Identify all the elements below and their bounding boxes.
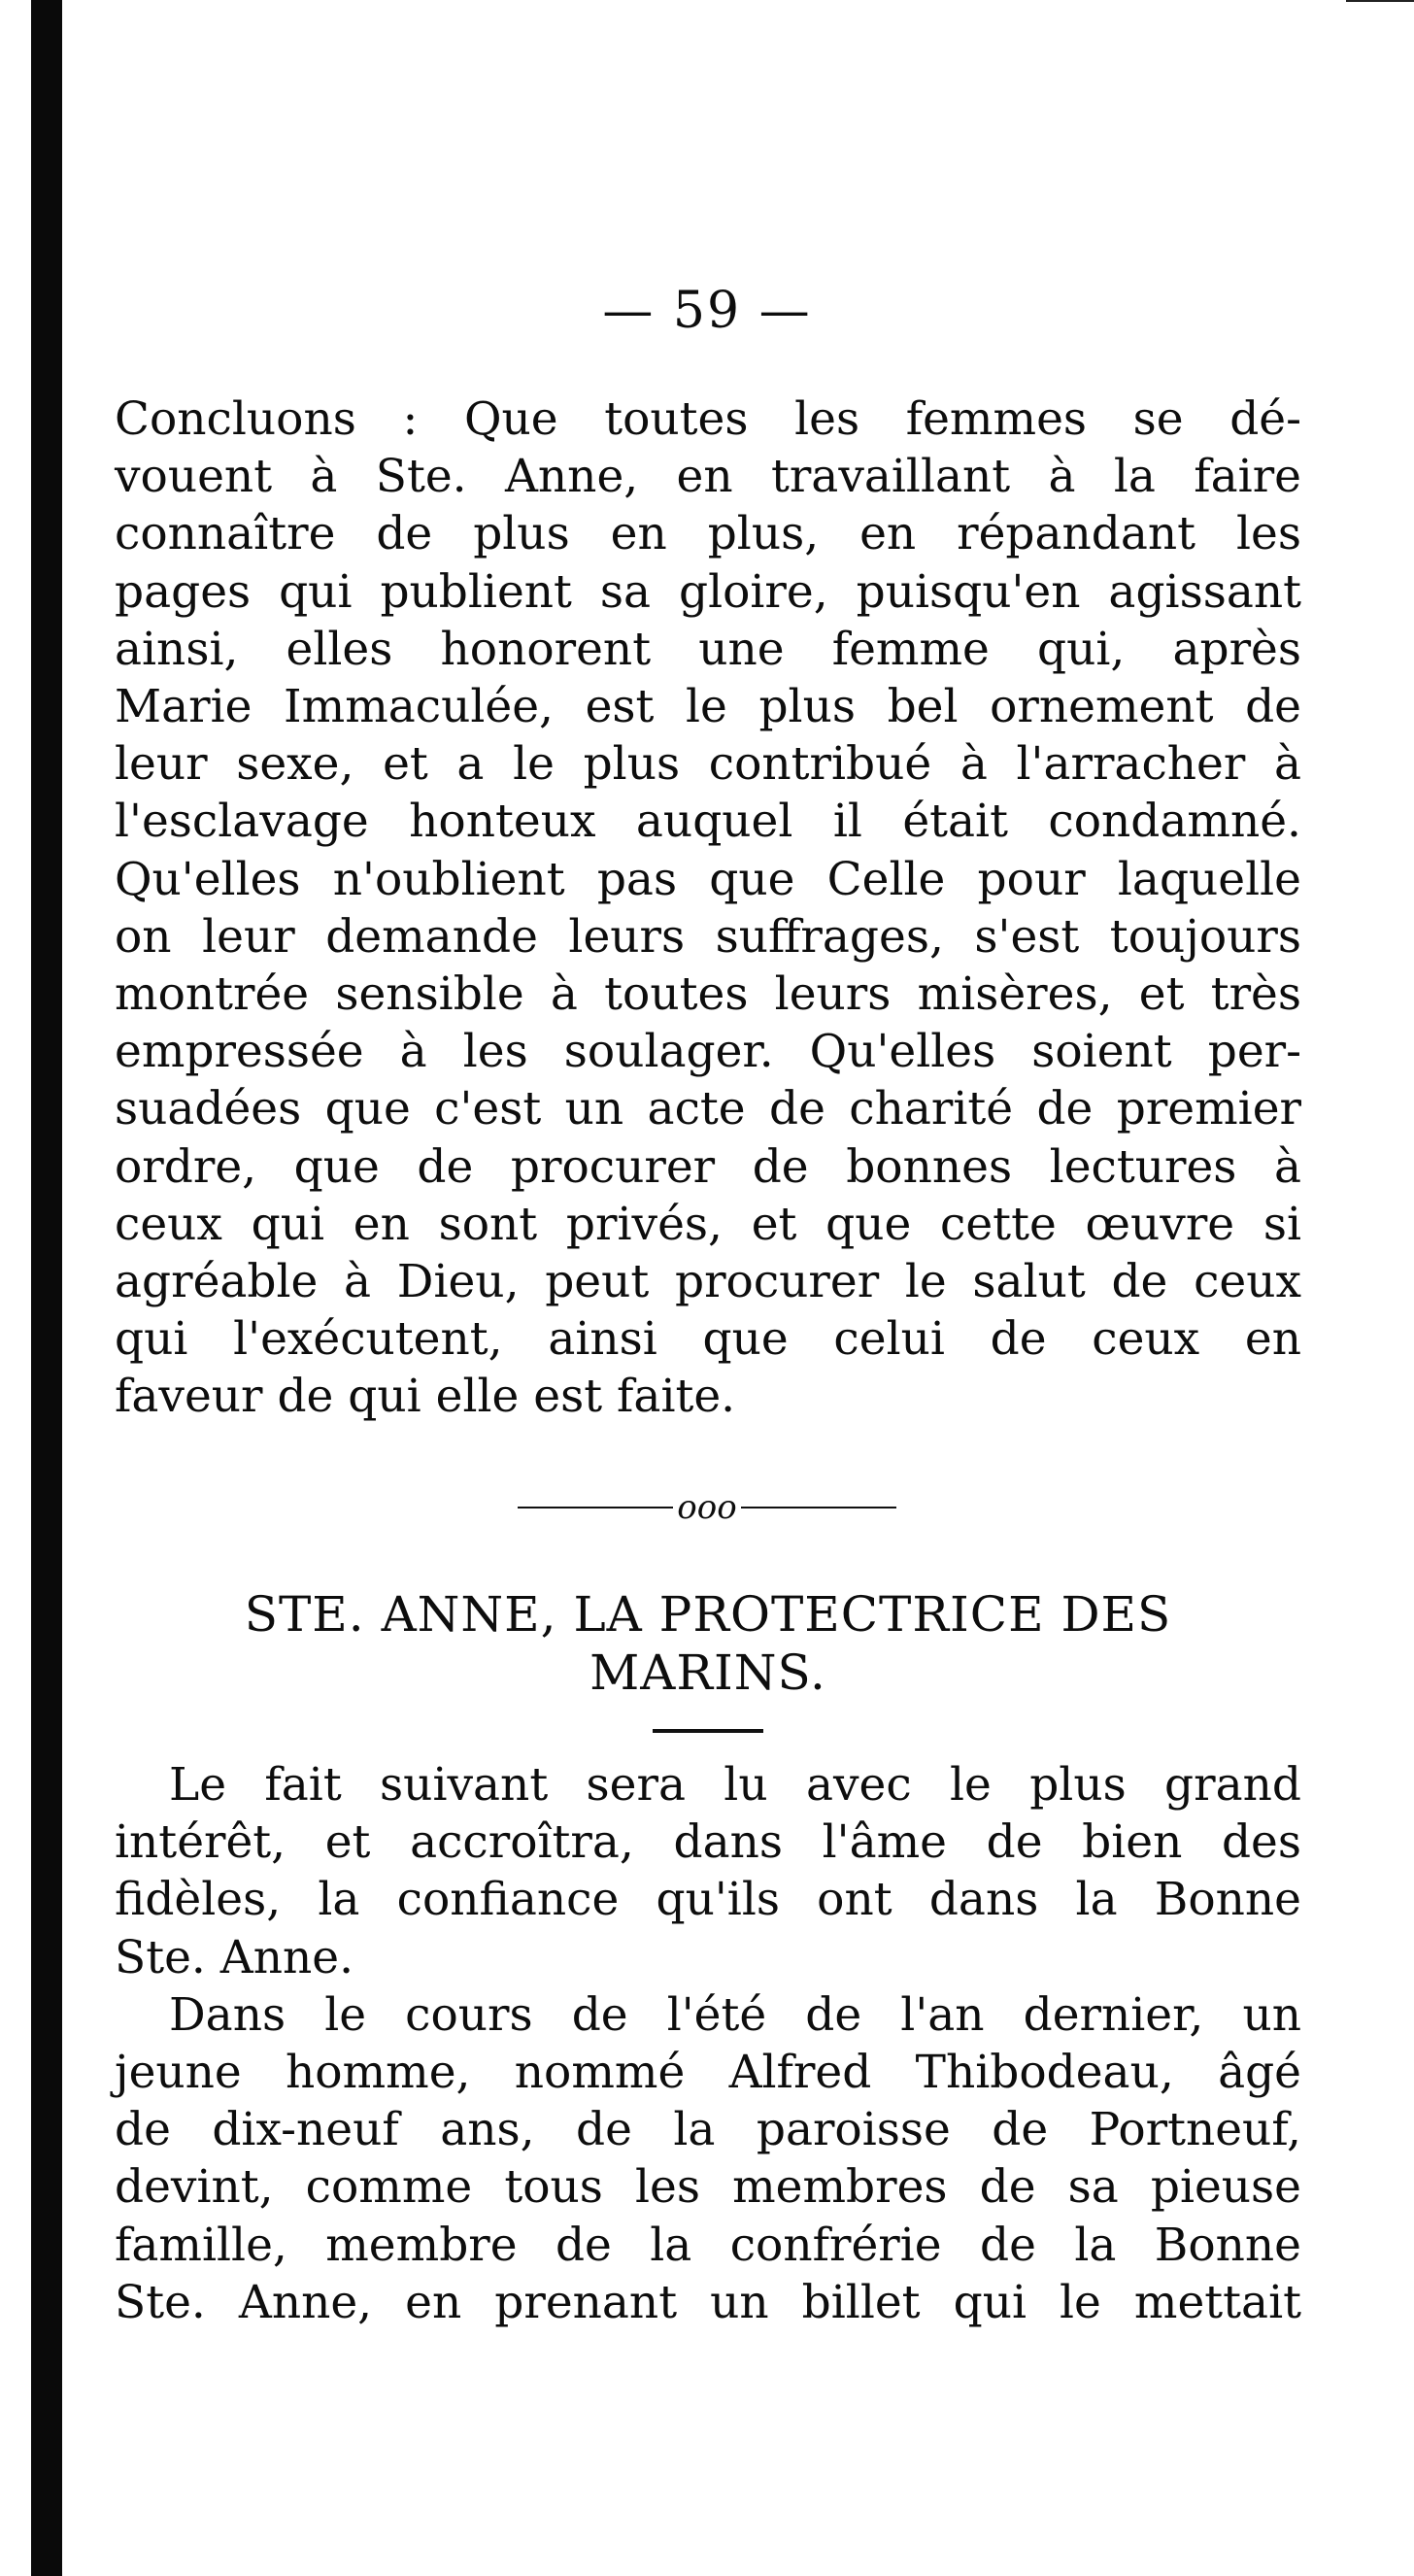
section-title-line: MARINS. [589,1644,826,1701]
article-body [115,1756,1301,2331]
text-line: fidèles, la confiance qu'ils ont dans la Bonne [115,1873,1301,1927]
separator-rule-right [741,1507,896,1508]
text-line: on leur demande leurs suffrages, s'est toujours [115,909,1301,964]
title-underline-rule [653,1729,763,1733]
text-line: l'esclavage honteux auquel il était condamné. [115,795,1301,849]
text-line: jeune homme, nommé Alfred Thibodeau, âgé [115,2046,1301,2100]
text-line: de dix-neuf ans, de la paroisse de Portneuf, [115,2103,1301,2157]
text-line: intérêt, et accroîtra, dans l'âme de bien des [115,1815,1301,1870]
separator-label: ooo [677,1488,737,1527]
text-line: ceux qui en sont privés, et que cette œuvre si [115,1197,1301,1251]
text-line: Concluons : Que toutes les femmes se dé- [115,392,1301,446]
text-line: empressée à les soulager. Qu'elles soient per- [115,1025,1301,1079]
top-corner-rule [1346,0,1414,2]
section-title [115,1585,1301,1702]
text-line: Dans le cours de l'été de l'an dernier, un [169,1987,1301,2042]
text-line: vouent à Ste. Anne, en travaillant à la faire [115,450,1301,504]
page-number: — 59 — [602,282,812,340]
text-line: connaître de plus en plus, en répandant les [115,507,1301,561]
text-line: suadées que c'est un acte de charité de premier [115,1082,1301,1136]
text-line: qui l'exécutent, ainsi que celui de ceux en [115,1312,1301,1367]
text-line: Ste. Anne. [115,1930,354,1984]
section-separator [0,1488,1414,1527]
text-line: Le fait suivant sera lu avec le plus grand [169,1758,1301,1812]
text-line: Ste. Anne, en prenant un billet qui le mettait [115,2275,1301,2329]
text-line: Qu'elles n'oublient pas que Celle pour laquelle [115,852,1301,906]
text-line: ainsi, elles honorent une femme qui, après [115,622,1301,676]
text-line: agréable à Dieu, peut procurer le salut de ceux [115,1255,1301,1309]
text-line: faveur de qui elle est faite. [115,1370,736,1424]
text-line: ordre, que de procurer de bonnes lectures à [115,1139,1301,1194]
text-line: montrée sensible à toutes leurs misères, et très [115,967,1301,1022]
section-title-line: STE. ANNE, LA PROTECTRICE DES [244,1586,1172,1643]
text-line: devint, comme tous les membres de sa pieuse [115,2160,1301,2215]
text-line: famille, membre de la confrérie de la Bonne [115,2218,1301,2272]
text-line: Marie Immaculée, est le plus bel ornement de [115,680,1301,734]
paragraph-conclusion [115,390,1301,1426]
text-line: pages qui publient sa gloire, puisqu'en agissant [115,564,1301,619]
separator-rule-left [518,1507,673,1508]
text-line: leur sexe, et a le plus contribué à l'arracher à [115,737,1301,792]
page-binding-edge [31,0,62,2576]
